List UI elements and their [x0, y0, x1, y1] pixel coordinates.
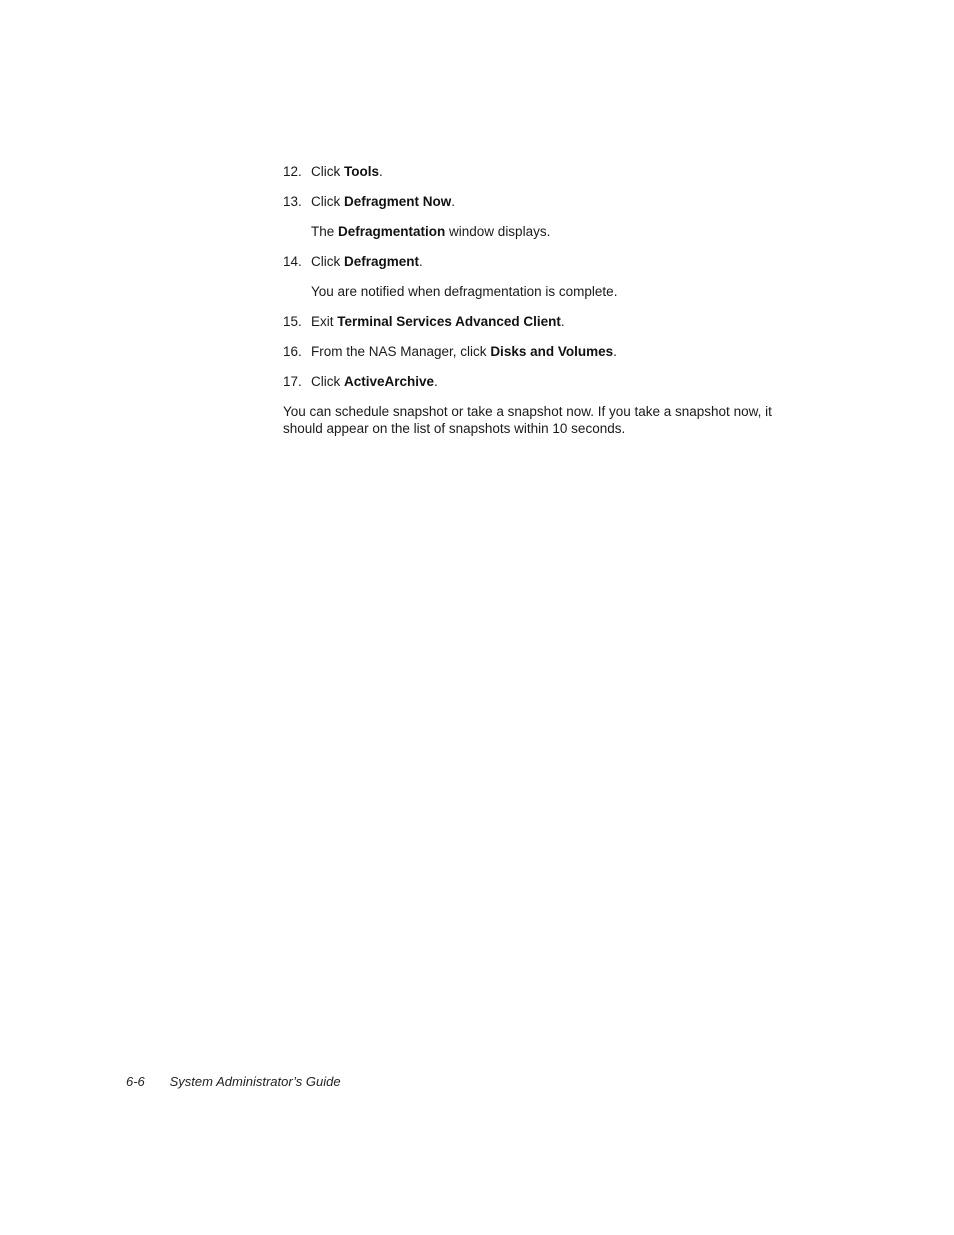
step-13	[283, 193, 803, 211]
step-17	[283, 373, 803, 391]
step-number: 17.	[283, 374, 302, 389]
ui-term: Defragmentation	[338, 224, 446, 239]
ui-term: Defragment	[344, 254, 420, 269]
step-text: Exit	[311, 314, 338, 329]
step-15	[283, 313, 803, 331]
step-punct: .	[434, 374, 438, 389]
note-text: window displays.	[445, 224, 551, 239]
step-12	[283, 163, 803, 181]
step-text: From the NAS Manager, click	[311, 344, 491, 359]
step-number: 13.	[283, 194, 302, 209]
step-punct: .	[419, 254, 423, 269]
step-number: 16.	[283, 344, 302, 359]
procedure-content	[283, 163, 803, 451]
step-text: Click	[311, 164, 344, 179]
page-number: 6-6	[126, 1074, 145, 1089]
step-14	[283, 253, 803, 271]
step-14-note: You are notified when defragmentation is complete.	[311, 284, 618, 299]
step-text: Click	[311, 254, 344, 269]
step-16	[283, 343, 803, 361]
step-punct: .	[451, 194, 456, 209]
step-punct: .	[379, 164, 383, 179]
ui-term: Defragment Now	[344, 194, 452, 209]
ui-term: Terminal Services Advanced Client	[337, 314, 561, 329]
step-text: Click	[311, 194, 344, 209]
step-punct: .	[560, 314, 565, 329]
step-13-note	[283, 223, 803, 241]
closing-paragraph: You can schedule snapshot or take a snapshot now. If you take a snapshot now, it should appear on the list of snapshots within 10 seconds.	[283, 404, 772, 436]
ui-term: ActiveArchive	[344, 374, 435, 389]
ui-term: Tools	[344, 164, 379, 179]
step-number: 12.	[283, 164, 302, 179]
step-number: 14.	[283, 254, 302, 269]
page-footer	[126, 1074, 341, 1089]
step-punct: .	[613, 344, 617, 359]
step-number: 15.	[283, 314, 302, 329]
ui-term: Disks and Volumes	[490, 344, 614, 359]
book-title: System Administrator’s Guide	[169, 1074, 341, 1089]
note-text: The	[311, 224, 339, 239]
step-text: Click	[311, 374, 344, 389]
